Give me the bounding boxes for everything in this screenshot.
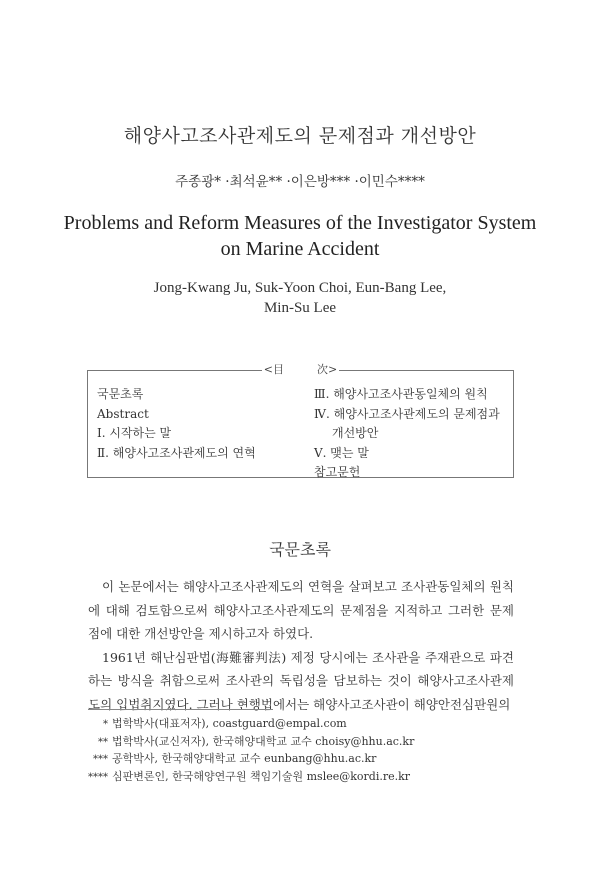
- footnote-1: * 법학박사(대표저자), coastguard@empal.com: [103, 717, 347, 730]
- authors-english-line-1: Jong-Kwang Ju, Suk-Yoon Choi, Eun-Bang Lee,: [153, 280, 447, 296]
- toc-item-section-4: Ⅳ. 해양사고조사관제도의 문제점과: [314, 406, 500, 421]
- title-english-line-2: on Marine Accident: [220, 238, 380, 260]
- abstract-paragraph-2: 1961년 해난심판법(海難審判法) 제정 당시에는 조사관을 주재관으로 파견하는 방식을 취함으로써 조사관의 독립성을 담보하는 것이 해양사고조사관제도의 입법취지였다. 그러나 현행법에서는 해양사고조사관이 해양안전심판원의: [88, 649, 514, 712]
- toc-item-abstract-en: Abstract: [97, 406, 149, 421]
- table-of-contents: [87, 363, 514, 479]
- toc-right-column: [314, 385, 500, 483]
- footnote-3: *** 공학박사, 한국해양대학교 교수 eunbang@hhu.ac.kr: [93, 752, 377, 765]
- footnote-divider: [88, 709, 273, 710]
- title-english-line-1: Problems and Reform Measures of the Investigator System: [63, 212, 537, 234]
- toc-heading: <目 次>: [263, 363, 338, 376]
- paper-title-english: [0, 210, 600, 262]
- toc-item-section-2: Ⅱ. 해양사고조사관제도의 연혁: [97, 445, 256, 460]
- abstract-body: [88, 575, 514, 716]
- toc-item-section-1: Ⅰ. 시작하는 말: [97, 426, 172, 440]
- authors-korean: 주종광* ·최석윤** ·이은방*** ·이민수****: [175, 174, 425, 190]
- authors-english: [0, 278, 600, 318]
- toc-item-references: 참고문헌: [314, 465, 361, 479]
- toc-left-column: [97, 385, 256, 463]
- abstract-paragraph-1: 이 논문에서는 해양사고조사관제도의 연혁을 살펴보고 조사관동일체의 원칙에 대해 검토함으로써 해양사고조사관제도의 문제점을 지적하고 그러한 문제점에 대한 개선방안을 제시하고자 하였다.: [88, 579, 514, 641]
- footnotes: [88, 716, 518, 786]
- abstract-heading: 국문초록: [269, 540, 331, 559]
- paper-title-korean: 해양사고조사관제도의 문제점과 개선방안: [123, 125, 477, 147]
- toc-item-section-4-cont: 개선방안: [332, 426, 379, 440]
- footnote-4: **** 심판변론인, 한국해양연구원 책임기술원 mslee@kordi.re.kr: [88, 769, 411, 783]
- toc-item-abstract-ko: 국문초록: [97, 387, 144, 401]
- authors-english-line-2: Min-Su Lee: [263, 300, 337, 316]
- toc-item-section-5: Ⅴ. 맺는 말: [314, 445, 369, 460]
- footnote-2: ** 법학박사(교신저자), 한국해양대학교 교수 choisy@hhu.ac.kr: [98, 734, 415, 748]
- toc-item-section-3: Ⅲ. 해양사고조사관동일체의 원칙: [314, 387, 488, 401]
